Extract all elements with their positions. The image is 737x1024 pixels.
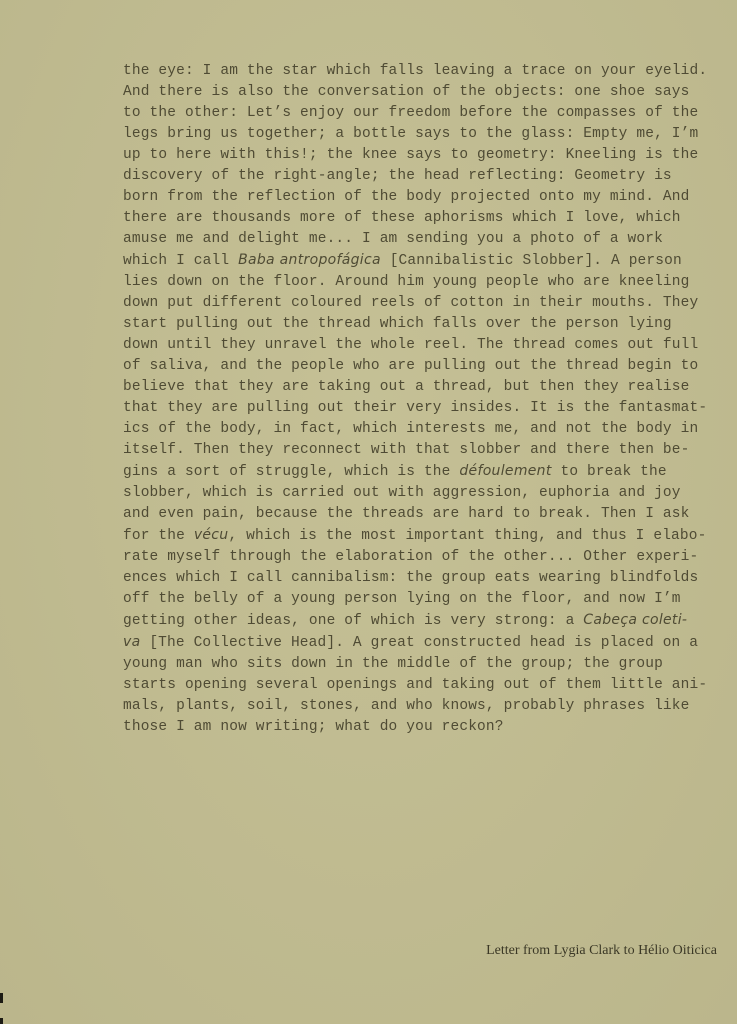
text-line	[123, 103, 723, 124]
text-line	[123, 461, 723, 483]
text-segment: of saliva, and the people who are pulling out the thread begin to	[123, 358, 699, 374]
text-segment: the eye: I am the star which falls leaving a trace on your eyelid.	[123, 63, 708, 79]
text-line	[123, 335, 723, 356]
text-segment: that they are pulling out their very insides. It is the fantasmat-	[123, 400, 708, 416]
text-line	[123, 61, 723, 82]
italic-term: vécu	[193, 527, 229, 543]
text-segment: those I am now writing; what do you reckon?	[123, 719, 504, 735]
text-segment: legs bring us together; a bottle says to the glass: Empty me, I’m	[123, 126, 699, 142]
text-line	[123, 504, 723, 525]
text-segment: down until they unravel the whole reel. The thread comes out full	[123, 337, 699, 353]
text-line	[123, 654, 723, 675]
text-line	[123, 632, 723, 654]
text-line	[123, 483, 723, 504]
text-line	[123, 229, 723, 250]
text-segment: ics of the body, in fact, which interests me, and not the body in	[123, 421, 699, 437]
italic-term: Cabeça coleti-	[583, 612, 688, 628]
text-line	[123, 568, 723, 589]
text-segment: slobber, which is carried out with aggression, euphoria and joy	[123, 485, 681, 501]
text-line	[123, 440, 723, 461]
text-line	[123, 250, 723, 272]
text-segment: itself. Then they reconnect with that slobber and there then be-	[123, 442, 690, 458]
text-segment: believe that they are taking out a thread, but then they realise	[123, 379, 690, 395]
italic-term: Baba antropofágica	[238, 252, 381, 268]
text-segment: getting other ideas, one of which is very strong: a	[123, 613, 584, 629]
text-segment: and even pain, because the threads are hard to break. Then I ask	[123, 506, 690, 522]
caption: Letter from Lygia Clark to Hélio Oiticica	[486, 943, 717, 958]
text-segment: up to here with this!; the knee says to geometry: Kneeling is the	[123, 147, 699, 163]
text-segment: [Cannibalistic Slobber]. A person	[380, 253, 682, 269]
text-segment: young man who sits down in the middle of the group; the group	[123, 656, 663, 672]
text-segment: to the other: Let’s enjoy our freedom before the compasses of the	[123, 105, 699, 121]
text-segment: discovery of the right-angle; the head reflecting: Geometry is	[123, 168, 672, 184]
italic-term: défoulement	[459, 463, 552, 479]
text-line	[123, 525, 723, 547]
scan-edge-mark	[0, 1018, 3, 1024]
text-segment: rate myself through the elaboration of the other... Other experi-	[123, 549, 699, 565]
text-segment: for the	[123, 528, 194, 544]
text-line	[123, 696, 723, 717]
text-line	[123, 166, 723, 187]
text-line	[123, 377, 723, 398]
letter-body	[123, 61, 723, 738]
text-line	[123, 124, 723, 145]
text-segment: starts opening several openings and taking out of them little ani-	[123, 677, 708, 693]
text-segment: to break the	[551, 464, 667, 480]
text-line	[123, 208, 723, 229]
text-segment: down put different coloured reels of cotton in their mouths. They	[123, 295, 699, 311]
text-line	[123, 293, 723, 314]
text-segment: born from the reflection of the body projected onto my mind. And	[123, 189, 690, 205]
text-line	[123, 398, 723, 419]
text-line	[123, 589, 723, 610]
text-segment: gins a sort of struggle, which is the	[123, 464, 460, 480]
text-segment: there are thousands more of these aphorisms which I love, which	[123, 210, 681, 226]
text-line	[123, 675, 723, 696]
text-segment: [The Collective Head]. A great constructed head is placed on a	[140, 635, 699, 651]
text-line	[123, 82, 723, 103]
text-segment: , which is the most important thing, and thus I elabo-	[228, 528, 707, 544]
text-segment: lies down on the floor. Around him young people who are kneeling	[123, 274, 690, 290]
text-line	[123, 145, 723, 166]
text-segment: mals, plants, soil, stones, and who knows, probably phrases like	[123, 698, 690, 714]
text-line	[123, 717, 723, 738]
italic-term: va	[123, 634, 141, 650]
text-line	[123, 547, 723, 568]
text-line	[123, 356, 723, 377]
scan-edge-mark	[0, 993, 3, 1003]
text-line	[123, 419, 723, 440]
text-segment: amuse me and delight me... I am sending you a photo of a work	[123, 231, 663, 247]
text-line	[123, 187, 723, 208]
text-segment: start pulling out the thread which falls over the person lying	[123, 316, 672, 332]
text-line	[123, 314, 723, 335]
text-line	[123, 272, 723, 293]
text-segment: ences which I call cannibalism: the group eats wearing blindfolds	[123, 570, 699, 586]
text-line	[123, 610, 723, 632]
text-segment: which I call	[123, 253, 239, 269]
text-segment: off the belly of a young person lying on the floor, and now I’m	[123, 591, 681, 607]
text-segment: And there is also the conversation of the objects: one shoe says	[123, 84, 690, 100]
